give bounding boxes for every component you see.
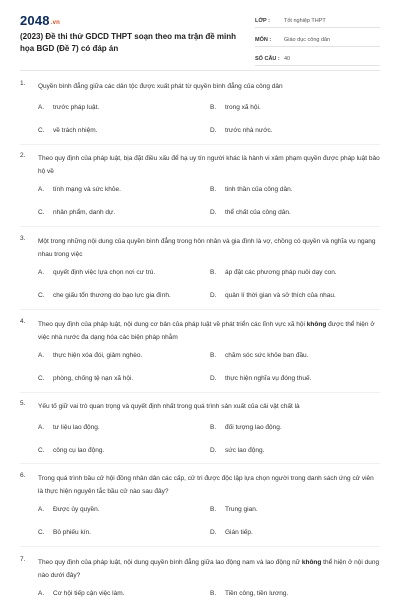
question-divider: [20, 226, 380, 227]
question-stem: Quyền bình đẳng giữa các dân tộc được xuất phát từ quyền bình đẳng của công dân: [38, 83, 283, 90]
question-number: 6.: [20, 472, 26, 479]
page-title: (2023) Đề thi thử GDCD THPT soạn theo ma trận đề minh họa BGD (Đề 7) có đáp án: [20, 32, 237, 53]
meta-label: MÔN :: [255, 36, 272, 43]
option-b[interactable]: B. đối tượng lao động.: [210, 424, 282, 431]
question-divider: [20, 392, 380, 393]
meta-row-subject: [255, 33, 380, 47]
question-divider: [20, 546, 380, 547]
meta-value: Tốt nghiệp THPT: [284, 17, 326, 24]
meta-label: SỐ CÂU :: [255, 55, 280, 62]
option-a[interactable]: A. tính mạng và sức khỏe.: [38, 186, 121, 193]
emphasis-text: không: [306, 321, 327, 328]
question-stem: Theo quy định của pháp luật, nội dung quyền bình đẳng giữa lao động nam và lao động nữ không thể hiện ở nội dung nào dưới đây?: [38, 559, 380, 579]
header-divider: [20, 70, 380, 71]
question-stem: Trong quá trình bầu cử hội đồng nhân dân các cấp, cử tri được độc lập lựa chọn người trong danh sách ứng cử viên là thực hiện nguyên tắc bầu cử nào sau đây?: [38, 475, 374, 495]
question-6: [20, 472, 380, 552]
option-d[interactable]: D. quản lí thời gian và sở thích của nhau.: [210, 292, 336, 299]
question-divider: [20, 144, 380, 145]
question-number: 4.: [20, 318, 26, 325]
question-stem: Theo quy định của pháp luật, nội dung cơ bản của pháp luật về phát triển các lĩnh vực xã hội không được thể hiện ở việc nhà nước đa dạng hóa các biện pháp nhằm: [38, 321, 375, 341]
question-number: 5.: [20, 400, 26, 407]
option-a[interactable]: A. quyết định việc lựa chọn nơi cư trú.: [38, 269, 156, 276]
option-d[interactable]: D. thể chất của công dân.: [210, 209, 291, 216]
option-d[interactable]: D. Gián tiếp.: [210, 529, 253, 536]
question-1: [20, 80, 380, 150]
option-b[interactable]: B. tinh thần của công dân.: [210, 186, 293, 193]
option-d[interactable]: D. sức lao động.: [210, 447, 265, 454]
question-divider: [20, 463, 380, 464]
option-c[interactable]: C. nhân phẩm, danh dự.: [38, 209, 116, 216]
option-b[interactable]: B. trong xã hội.: [210, 104, 261, 111]
exam-meta: [255, 14, 380, 71]
option-a[interactable]: A. Cơ hội tiếp cận việc làm.: [38, 590, 125, 597]
option-b[interactable]: B. chăm sóc sức khỏe ban đầu.: [210, 352, 309, 359]
option-c[interactable]: C. công cụ lao động.: [38, 447, 105, 454]
question-number: 1.: [20, 80, 26, 87]
page-header: [0, 0, 400, 70]
option-d[interactable]: D. trước nhà nước.: [210, 127, 273, 134]
question-5: [20, 400, 380, 470]
question-3: [20, 235, 380, 315]
option-d[interactable]: D. thực hiện nghĩa vụ đóng thuế.: [210, 375, 312, 382]
option-a[interactable]: A. thực hiện xóa đói, giảm nghèo.: [38, 352, 143, 359]
option-c[interactable]: C. che giấu tổn thương do bạo lực gia đình.: [38, 292, 171, 299]
meta-value: 40: [284, 55, 291, 62]
question-stem: Một trong những nội dung của quyền bình đẳng trong hôn nhân và gia đình là vợ, chồng có quyền và nghĩa vụ ngang nhau trong việc: [38, 238, 376, 258]
question-7: [20, 556, 380, 600]
option-a[interactable]: A. tư liệu lao động.: [38, 424, 100, 431]
question-stem: Yếu tố giữ vai trò quan trọng và quyết định nhất trong quá trình sản xuất của cải vật chất là: [38, 403, 300, 410]
question-number: 2.: [20, 152, 26, 159]
option-c[interactable]: C. phòng, chống tệ nạn xã hội.: [38, 375, 134, 382]
option-b[interactable]: B. áp đặt các phương pháp nuôi dạy con.: [210, 269, 337, 276]
emphasis-text: không: [301, 559, 322, 566]
question-stem: Theo quy định của pháp luật, bịa đặt điều xấu để hạ uy tín người khác là hành vi xâm phạm quyền được pháp luật bảo hộ về: [38, 155, 380, 175]
question-2: [20, 152, 380, 232]
option-a[interactable]: A. Được ủy quyền.: [38, 506, 100, 513]
question-number: 3.: [20, 235, 26, 242]
option-c[interactable]: C. về trách nhiệm.: [38, 127, 98, 134]
option-b[interactable]: B. Trung gian.: [210, 506, 258, 513]
option-a[interactable]: A. trước pháp luật.: [38, 104, 100, 111]
option-b[interactable]: B. Tiền công, tiền lương.: [210, 590, 289, 597]
option-c[interactable]: C. Bỏ phiếu kín.: [38, 529, 91, 536]
meta-label: LỚP :: [255, 17, 270, 24]
meta-row-count: [255, 52, 380, 66]
question-number: 7.: [20, 556, 26, 563]
meta-row-grade: [255, 14, 380, 28]
question-4: [20, 318, 380, 398]
question-divider: [20, 309, 380, 310]
site-logo[interactable]: 2048.vn: [20, 13, 61, 28]
meta-value: Giáo dục công dân: [284, 36, 331, 43]
